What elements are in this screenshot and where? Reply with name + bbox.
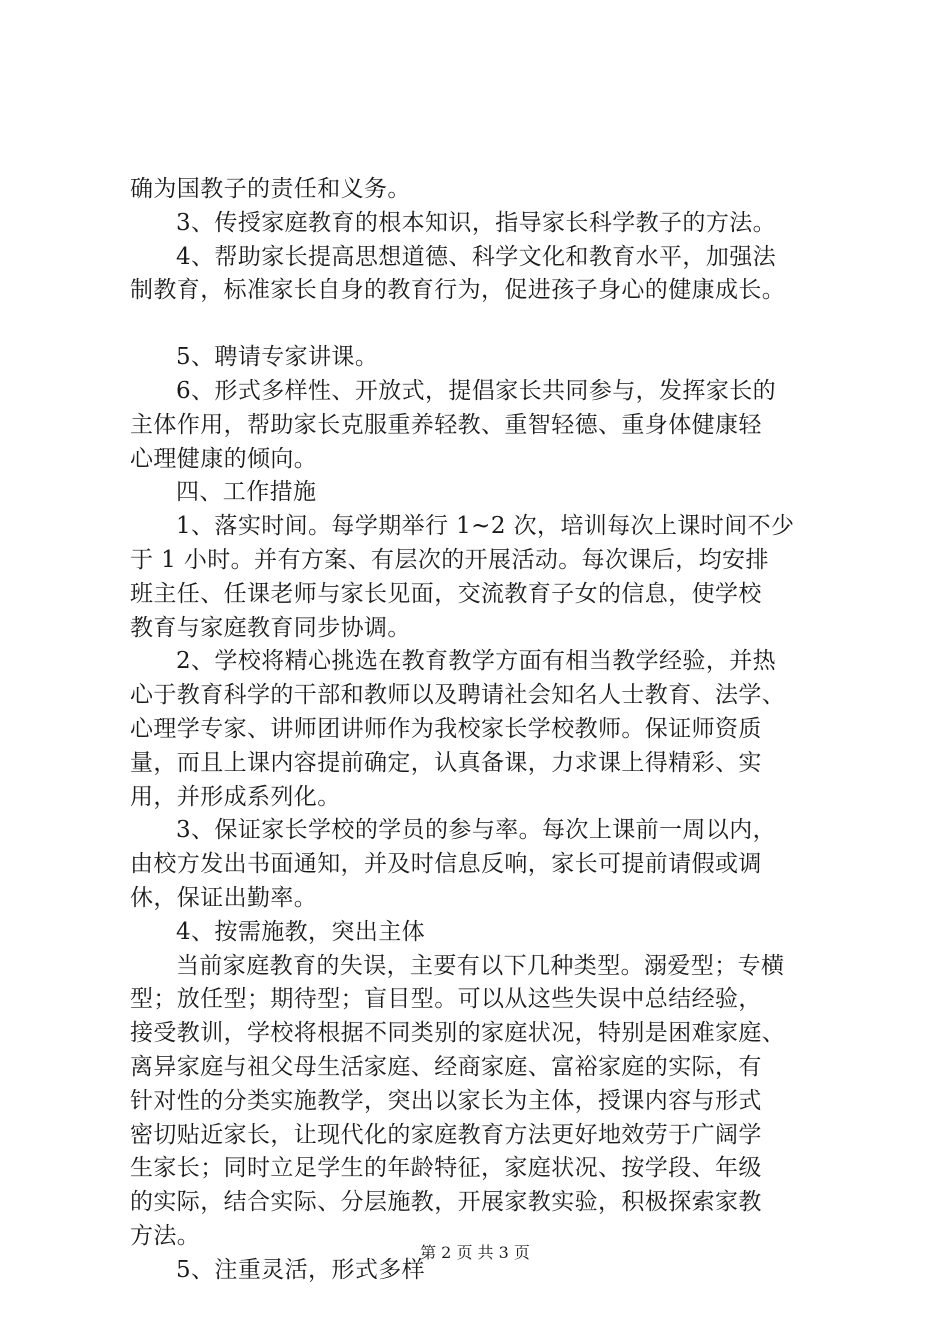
text-line: 量，而且上课内容提前确定，认真备课，力求课上得精彩、实: [130, 749, 762, 776]
text-line: 4、帮助家长提高思想道德、科学文化和教育水平，加强法: [176, 243, 777, 270]
text-line: 2、学校将精心挑选在教育教学方面有相当教学经验，并热: [176, 648, 777, 675]
text-line: 于 1 小时。并有方案、有层次的开展活动。每次课后，均安排: [130, 546, 769, 573]
text-line: 心理健康的倾向。: [130, 445, 318, 472]
page-footer: 第 2 页 共 3 页: [420, 1243, 530, 1262]
text-line: 针对性的分类实施教学，突出以家长为主体，授课内容与形式: [130, 1087, 762, 1114]
text-line: 的实际，结合实际、分层施教，开展家教实验，积极探索家教: [130, 1189, 762, 1216]
text-line: 制教育，标准家长自身的教育行为，促进孩子身心的健康成长。: [130, 277, 786, 304]
text-line: 4、按需施教，突出主体: [176, 918, 426, 945]
text-line: 5、注重灵活，形式多样: [176, 1256, 426, 1283]
text-line: 1、落实时间。每学期举行 1~2 次，培训每次上课时间不少: [176, 513, 795, 540]
text-line: 休，保证出勤率。: [130, 884, 318, 911]
text-line: 6、形式多样性、开放式，提倡家长共同参与，发挥家长的: [176, 377, 777, 404]
text-line: 用，并形成系列化。: [130, 783, 341, 810]
text-line: 3、传授家庭教育的根本知识，指导家长科学教子的方法。: [176, 209, 777, 236]
text-line: 方法。: [130, 1222, 201, 1249]
text-line: 密切贴近家长，让现代化的家庭教育方法更好地效劳于广阔学: [130, 1121, 762, 1148]
text-line: 5、聘请专家讲课。: [176, 344, 379, 371]
text-line: 离异家庭与祖父母生活家庭、经商家庭、富裕家庭的实际，有: [130, 1053, 762, 1080]
text-line: 主体作用，帮助家长克服重养轻教、重智轻德、重身体健康轻: [130, 411, 762, 438]
text-line: 由校方发出书面通知，并及时信息反响，家长可提前请假或调: [130, 851, 762, 878]
text-line: 确为国教子的责任和义务。: [130, 176, 411, 202]
text-line: 生家长；同时立足学生的年龄特征，家庭状况、按学段、年级: [130, 1155, 762, 1182]
text-line: 班主任、任课老师与家长见面，交流教育子女的信息，使学校: [130, 580, 762, 607]
text-line: 型；放任型；期待型；盲目型。可以从这些失误中总结经验，: [130, 986, 762, 1013]
text-line: 当前家庭教育的失误，主要有以下几种类型。溺爱型；专横: [176, 952, 785, 979]
text-line: 教育与家庭教育同步协调。: [130, 614, 411, 641]
text-line: 四、工作措施: [176, 479, 317, 506]
text-line: 接受教训，学校将根据不同类别的家庭状况，特别是困难家庭、: [130, 1020, 786, 1047]
text-line: 3、保证家长学校的学员的参与率。每次上课前一周以内，: [176, 817, 777, 844]
document-body: [130, 173, 850, 1288]
text-line: 心于教育科学的干部和教师以及聘请社会知名人士教育、法学、: [130, 682, 786, 709]
text-line: 心理学专家、讲师团讲师作为我校家长学校教师。保证师资质: [130, 715, 762, 742]
